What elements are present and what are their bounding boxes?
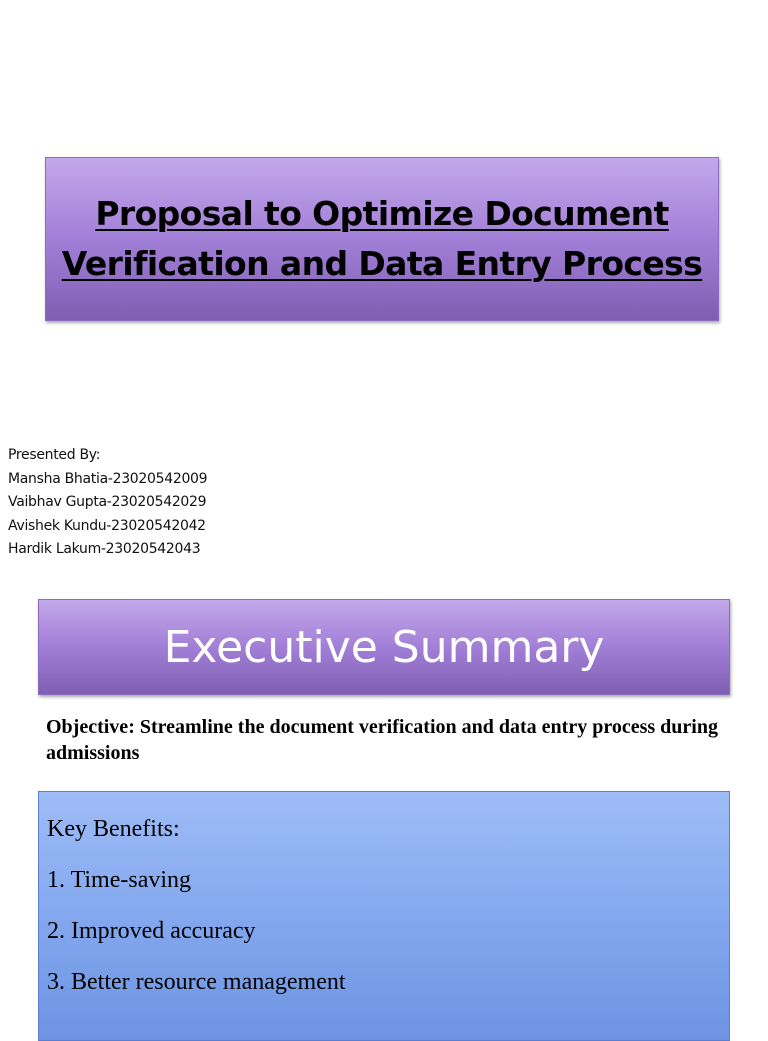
objective-text: Objective: Streamline the document verification and data entry process during admissions bbox=[46, 716, 718, 764]
title-slide-box bbox=[45, 157, 719, 321]
presenter-item: Mansha Bhatia-23020542009 bbox=[8, 470, 208, 487]
executive-summary-header bbox=[38, 599, 730, 695]
benefit-item: 2. Improved accuracy bbox=[47, 918, 256, 944]
benefit-item: 1. Time-saving bbox=[47, 867, 192, 893]
presenter-item: Avishek Kundu-23020542042 bbox=[8, 517, 206, 534]
benefit-item: 3. Better resource management bbox=[47, 969, 346, 995]
title-line-1: Proposal to Optimize Document bbox=[95, 194, 669, 233]
presenter-item: Hardik Lakum-23020542043 bbox=[8, 541, 201, 557]
key-benefits-box bbox=[38, 791, 730, 1041]
key-benefits-heading: Key Benefits: bbox=[47, 816, 180, 842]
presenters-heading: Presented By: bbox=[8, 447, 101, 463]
executive-summary-title: Executive Summary bbox=[163, 621, 605, 673]
presenter-item: Vaibhav Gupta-23020542029 bbox=[8, 494, 207, 510]
title-line-2: Verification and Data Entry Process bbox=[61, 244, 703, 283]
presenters-block bbox=[8, 444, 207, 562]
